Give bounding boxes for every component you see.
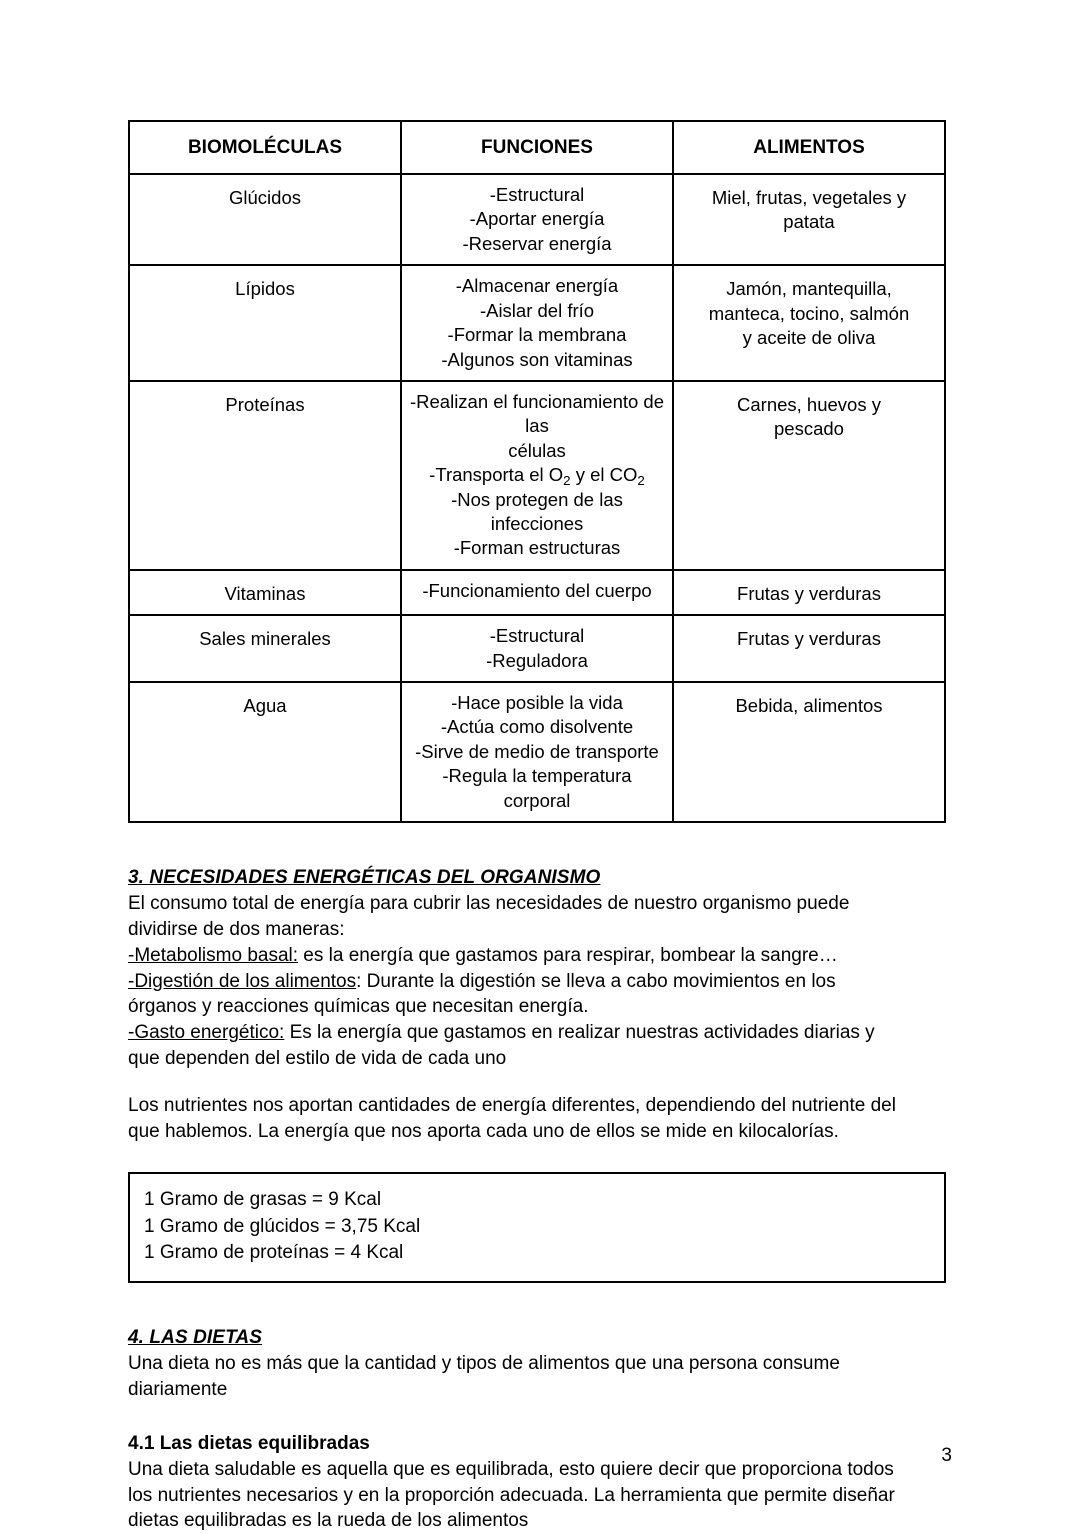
cell-line: -Nos protegen de las infecciones — [451, 488, 623, 534]
kcal-line: 1 Gramo de grasas = 9 Kcal — [144, 1189, 382, 1211]
cell-biomolecula: Vitaminas — [129, 570, 401, 615]
cell-alimentos — [673, 174, 945, 265]
cell-biomolecula: Sales minerales — [129, 615, 401, 682]
cell-biomolecula: Agua — [129, 682, 401, 822]
cell-line: Carnes, huevos y — [737, 393, 881, 415]
cell-line: -Estructural — [489, 625, 585, 647]
cell-line: -Reguladora — [486, 649, 588, 671]
subsection-dietas-equilibradas — [128, 1433, 946, 1534]
cell-line: -Realizan el funcionamiento de las — [409, 390, 664, 437]
item-label-metabolismo-basal: -Metabolismo basal: — [128, 944, 299, 966]
paragraph-consumo-line2: dividirse de dos maneras: — [128, 918, 345, 940]
cell-funciones — [401, 174, 673, 265]
paragraph-consumo-line1: El consumo total de energía para cubrir las necesidades de nuestro organismo puede — [128, 893, 850, 915]
cell-alimentos — [673, 265, 945, 381]
cell-funciones — [401, 615, 673, 682]
section-las-dietas — [128, 1327, 946, 1403]
cell-line: -Almacenar energía — [455, 275, 619, 297]
table-row — [129, 265, 945, 381]
paragraph-equilibrada-line2: los nutrientes necesarios y en la proporción adecuada. La herramienta que permite diseñar — [128, 1484, 895, 1506]
page-number: 3 — [941, 1445, 952, 1466]
column-header-funciones: FUNCIONES — [401, 121, 673, 174]
cell-alimentos — [673, 381, 945, 570]
cell-line: -Reservar energía — [462, 232, 612, 254]
item-text-digestion: : Durante la digestión se lleva a cabo movimientos en los — [356, 970, 836, 992]
cell-line: -Actúa como disolvente — [440, 716, 634, 738]
cell-line-transporta: -Transporta el $O_2$ y el $CO_2$ — [429, 464, 645, 488]
item-gasto-energetico-line2: que dependen del estilo de vida de cada uno — [128, 1047, 507, 1069]
cell-line: patata — [783, 211, 835, 233]
table-row — [129, 381, 945, 570]
section-heading-4: 4. LAS DIETAS — [128, 1327, 262, 1349]
item-text-gasto-energetico: Es la energía que gastamos en realizar nuestras actividades diarias y — [284, 1022, 875, 1044]
cell-funciones — [401, 381, 673, 570]
cell-line: -Algunos son vitaminas — [441, 348, 633, 370]
cell-line: Jamón, mantequilla, — [726, 278, 892, 300]
item-label-digestion: -Digestión de los alimentos — [128, 970, 357, 992]
cell-line: Frutas y verduras — [737, 628, 881, 650]
paragraph-equilibrada-line3: dietas equilibradas es la rueda de los alimentos — [128, 1510, 529, 1532]
cell-alimentos — [673, 615, 945, 682]
cell-line: manteca, tocino, salmón — [708, 302, 910, 324]
cell-line: -Formar la membrana — [447, 324, 627, 346]
paragraph-equilibrada-line1: Una dieta saludable es aquella que es equilibrada, esto quiere decir que proporciona todos — [128, 1458, 894, 1480]
cell-line: -Forman estructuras — [453, 537, 621, 559]
cell-line: Bebida, alimentos — [735, 694, 883, 716]
table-row — [129, 615, 945, 682]
table-header-row — [129, 121, 945, 174]
item-digestion — [128, 969, 946, 995]
cell-line: -Hace posible la vida — [451, 691, 623, 713]
cell-line: -Regula la temperatura corporal — [442, 765, 632, 811]
kcal-line: 1 Gramo de proteínas = 4 Kcal — [144, 1241, 404, 1263]
section-heading-3: 3. NECESIDADES ENERGÉTICAS DEL ORGANISMO — [128, 867, 601, 889]
cell-biomolecula: Lípidos — [129, 265, 401, 381]
cell-line: pescado — [774, 418, 844, 440]
cell-line: -Sirve de medio de transporte — [415, 740, 659, 762]
cell-funciones — [401, 265, 673, 381]
paragraph-nutrientes-line2: que hablemos. La energía que nos aporta cada uno de ellos se mide en kilocalorías. — [128, 1120, 839, 1142]
cell-alimentos — [673, 570, 945, 615]
cell-line: y aceite de oliva — [742, 327, 876, 349]
table-row — [129, 570, 945, 615]
paragraph-nutrientes-line1: Los nutrientes nos aportan cantidades de energía diferentes, dependiendo del nutriente del — [128, 1094, 896, 1116]
kcal-values-box — [128, 1172, 946, 1283]
table-row — [129, 174, 945, 265]
cell-line: -Estructural — [489, 184, 585, 206]
cell-line: -Aportar energía — [469, 208, 605, 230]
cell-line: -Funcionamiento del cuerpo — [422, 579, 652, 601]
column-header-biomoleculas: BIOMOLÉCULAS — [129, 121, 401, 174]
item-text-metabolismo-basal: es la energía que gastamos para respirar, bombear la sangre… — [298, 944, 838, 966]
item-metabolismo-basal — [128, 943, 946, 969]
cell-alimentos — [673, 682, 945, 822]
item-gasto-energetico — [128, 1020, 946, 1046]
cell-biomolecula: Proteínas — [129, 381, 401, 570]
cell-line: -Aislar del frío — [479, 299, 595, 321]
subsection-heading-4-1: 4.1 Las dietas equilibradas — [128, 1432, 370, 1454]
table-row — [129, 682, 945, 822]
cell-funciones — [401, 682, 673, 822]
cell-biomolecula: Glúcidos — [129, 174, 401, 265]
item-digestion-line2: órganos y reacciones químicas que necesitan energía. — [128, 996, 589, 1018]
cell-funciones — [401, 570, 673, 615]
paragraph-spacer — [128, 1072, 946, 1093]
cell-line: Frutas y verduras — [737, 582, 881, 604]
column-header-alimentos: ALIMENTOS — [673, 121, 945, 174]
item-label-gasto-energetico: -Gasto energético: — [128, 1022, 285, 1044]
section-necesidades-energeticas — [128, 867, 946, 1144]
cell-line: células — [508, 439, 566, 461]
paragraph-dieta-line1: Una dieta no es más que la cantidad y tipos de alimentos que una persona consume — [128, 1353, 840, 1375]
biomolecules-table — [128, 120, 946, 823]
kcal-line: 1 Gramo de glúcidos = 3,75 Kcal — [144, 1215, 421, 1237]
cell-line: Miel, frutas, vegetales y — [711, 187, 907, 209]
paragraph-dieta-line2: diariamente — [128, 1378, 228, 1400]
